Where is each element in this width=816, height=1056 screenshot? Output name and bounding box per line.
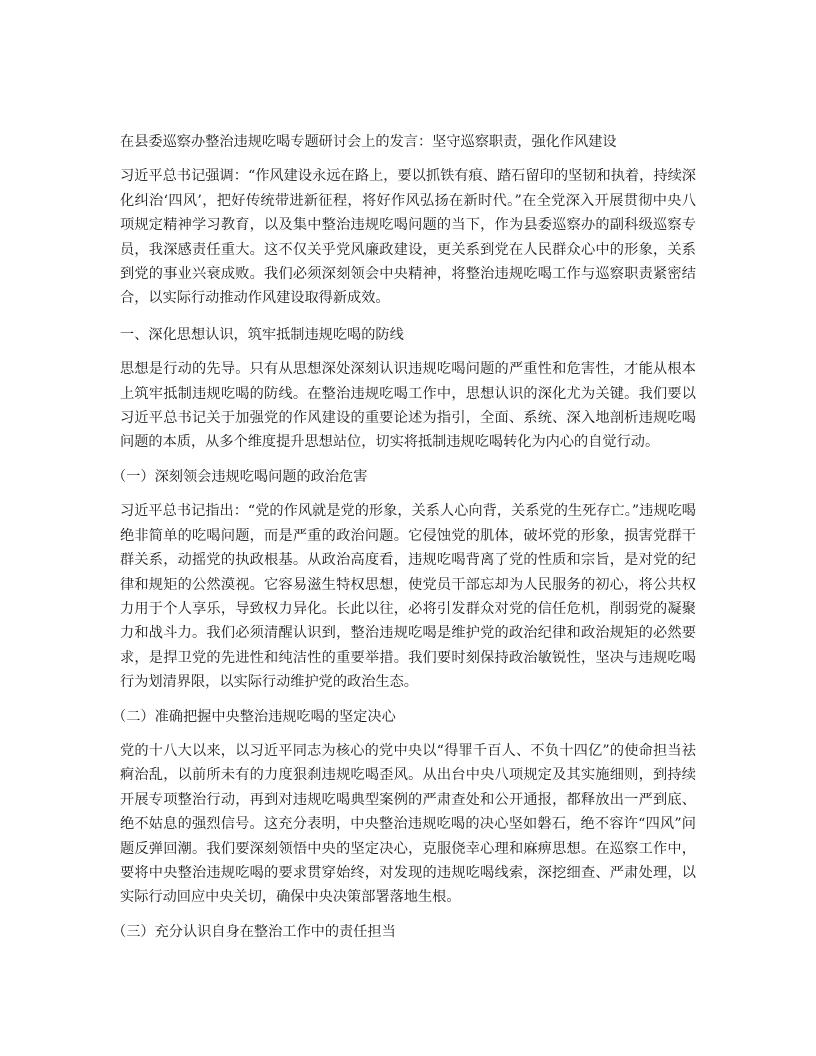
section-1-heading: 一、深化思想认识，筑牢抵制违规吃喝的防线 (120, 326, 404, 343)
subsection-1-paragraph: 习近平总书记指出：“党的作风就是党的形象，关系人心向背，关系党的生死存亡。”违规吃喝绝非简单的吃喝问题，而是严重的政治问题。它侵蚀党的肌体，破坏党的形象，损害党群干群关系，动摇党的执政根基。从政治高度看，违规吃喝背离了党的性质和宗旨，是对党的纪律和规矩的公然漠视。它容易滋生特权思想，使党员干部忘却为人民服务的初心，将公共权力用于个人享乐，导致权力异化。长此以往，必将引发群众对党的信任危机，削弱党的凝聚力和战斗力。我们必须清醒认识到，整治违规吃喝是维护党的政治纪律和政治规矩的必然要求，是捍卫党的先进性和纯洁性的重要举措。我们要时刻保持政治敏锐性，坚决与违规吃喝行为划清界限，以实际行动维护党的政治生态。 (120, 503, 696, 691)
subsection-2-paragraph: 党的十八大以来，以习近平同志为核心的党中央以“得罪千百人、不负十四亿”的使命担当祛痾治乱，以前所未有的力度狠刹违规吃喝歪风。从出台中央八项规定及其实施细则，到持续开展专项整治行动，再到对违规吃喝典型案例的严肃查处和公开通报，都释放出一严到底、绝不姑息的强烈信号。这充分表明，中央整治违规吃喝的决心坚如磐石，绝不容许“四风”问题反弹回潮。我们要深刻领悟中央的坚定决心，克服侥幸心理和麻痹思想。在巡察工作中，要将中央整治违规吃喝的要求贯穿始终，对发现的违规吃喝线索，深挖细查、严肃处理，以实际行动回应中央关切，确保中央决策部署落地生根。 (120, 742, 696, 906)
subsection-2-heading: （二）准确把握中央整治违规吃喝的坚定决心 (112, 708, 396, 725)
subsection-1-heading: （一）深刻领会违规吃喝问题的政治危害 (112, 468, 368, 485)
section-1-paragraph: 思想是行动的先导。只有从思想深处深刻认识违规吃喝问题的严重性和危害性，才能从根本上筑牢抵制违规吃喝的防线。在整治违规吃喝工作中，思想认识的深化尤为关键。我们要以习近平总书记关于加强党的作风建设的重要论述为指引，全面、系统、深入地剖析违规吃喝问题的本质，从多个维度提升思想站位，切实将抵制违规吃喝转化为内心的自觉行动。 (120, 361, 696, 451)
document-title: 在县委巡察办整治违规吃喝专题研讨会上的发言：坚守巡察职责，强化作风建设 (120, 134, 617, 150)
subsection-3-heading: （三）充分认识自身在整治工作中的责任担当 (112, 923, 396, 940)
document-page (112, 118, 696, 954)
intro-paragraph: 习近平总书记强调：“作风建设永远在路上，要以抓铁有痕、踏石留印的坚韧和执着，持续深化纠治‘四风’，把好传统带进新征程，将好作风弘扬在新时代。”在全党深入开展贯彻中央八项规定精神学习教育，以及集中整治违规吃喝问题的当下，作为县委巡察办的副科级巡察专员，我深感责任重大。这不仅关乎党风廉政建设，更关系到党在人民群众心中的形象，关系到党的事业兴衰成败。我们必须深刻领会中央精神，将整治违规吃喝工作与巡察职责紧密结合，以实际行动推动作风建设取得新成效。 (120, 168, 696, 307)
